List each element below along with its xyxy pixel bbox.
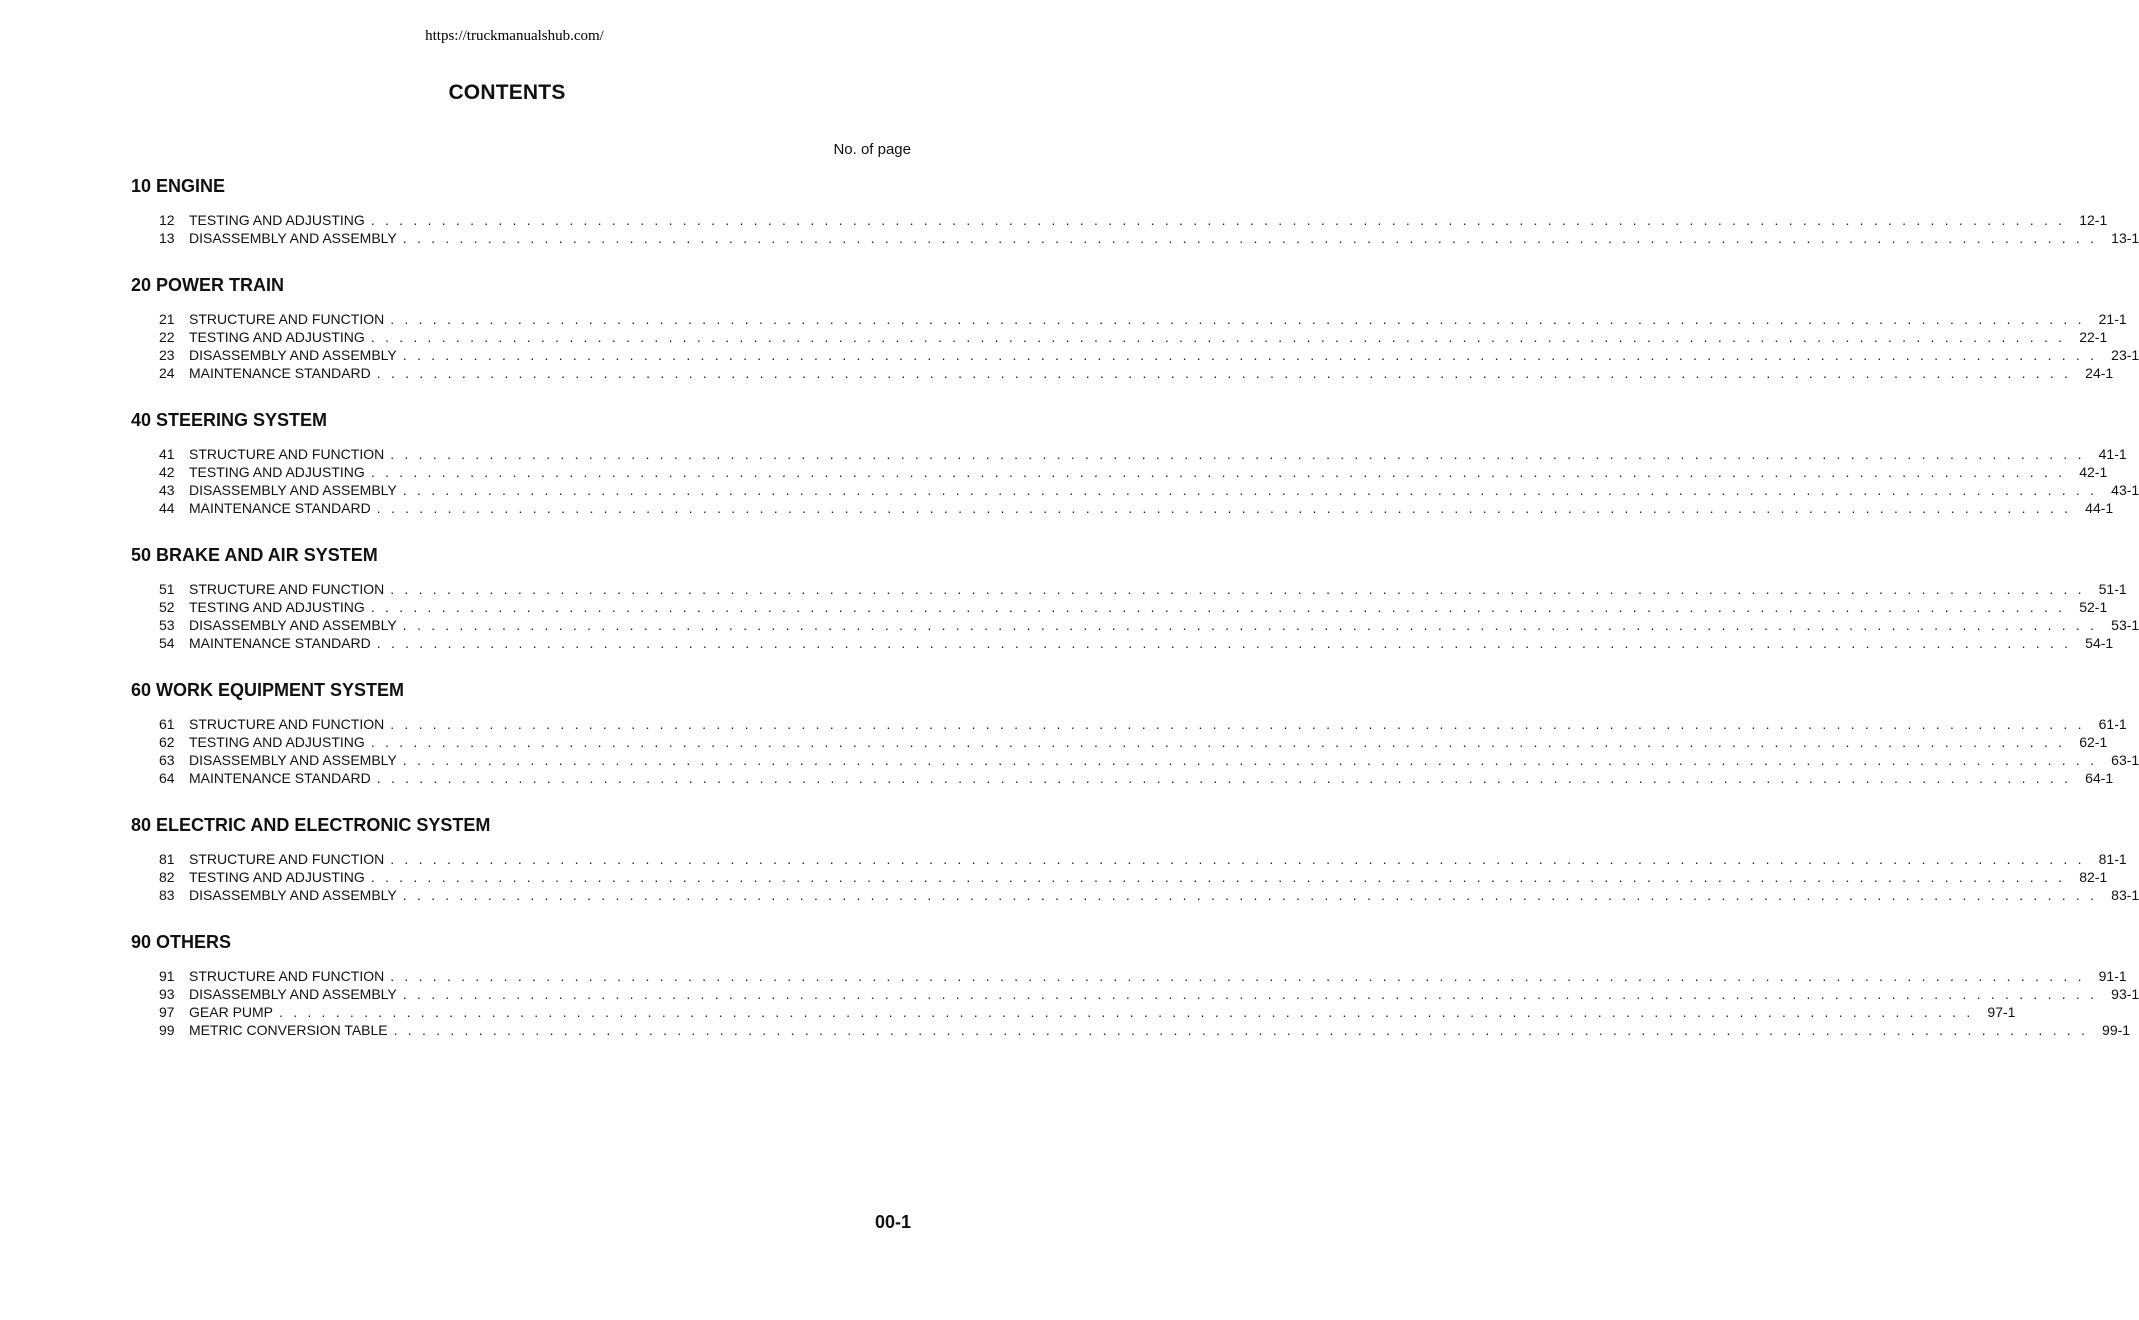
dot-leader: . . . . . . . . . . . . . . . . . . . . . . . . . . . . . . . . . . . . . . . . . . . . . . . . . . . . . . . . . . . . . . . . . . . . . . . . . . . . . . . . . . . . . . . . . . . . . . . . . . . . . . . . . . . . . . . . . . . . . . . . xyxy=(402,347,2098,363)
toc-section xyxy=(131,931,2139,1039)
entry-page: 81-1 xyxy=(2098,851,2127,867)
entry-label: DISASSEMBLY AND ASSEMBLY xyxy=(189,887,397,903)
toc-section xyxy=(131,175,2139,247)
section-title: 60 WORK EQUIPMENT SYSTEM xyxy=(131,680,405,700)
entry-page: 99-1 xyxy=(2102,1022,2131,1038)
toc-entry[interactable] xyxy=(159,733,2108,751)
entry-page: 93-1 xyxy=(2111,986,2139,1002)
entry-page: 13-1 xyxy=(2111,230,2139,246)
entry-page: 91-1 xyxy=(2098,968,2127,984)
dot-leader: . . . . . . . . . . . . . . . . . . . . . . . . . . . . . . . . . . . . . . . . . . . . . . . . . . . . . . . . . . . . . . . . . . . . . . . . . . . . . . . . . . . . . . . . . . . . . . . . . . . . . . . . . . . . . . . . . . . . . . . . xyxy=(370,599,2066,615)
entry-label: TESTING AND ADJUSTING xyxy=(189,869,365,885)
section-entries xyxy=(131,850,2139,904)
entry-number: 21 xyxy=(159,311,175,327)
toc-section xyxy=(131,814,2139,904)
entry-label: STRUCTURE AND FUNCTION xyxy=(189,581,385,597)
toc-entry[interactable] xyxy=(159,634,2114,652)
section-entries xyxy=(131,967,2139,1039)
page-number: 00-1 xyxy=(874,1212,911,1232)
entry-page: 64-1 xyxy=(2085,770,2114,786)
dot-leader: . . . . . . . . . . . . . . . . . . . . . . . . . . . . . . . . . . . . . . . . . . . . . . . . . . . . . . . . . . . . . . . . . . . . . . . . . . . . . . . . . . . . . . . . . . . . . . . . . . . . . . . . . . . . . . . . . . . . . . . . xyxy=(393,1022,2089,1038)
contents-list xyxy=(131,175,2139,1066)
entry-page: 21-1 xyxy=(2098,311,2127,327)
dot-leader: . . . . . . . . . . . . . . . . . . . . . . . . . . . . . . . . . . . . . . . . . . . . . . . . . . . . . . . . . . . . . . . . . . . . . . . . . . . . . . . . . . . . . . . . . . . . . . . . . . . . . . . . . . . . . . . . . . . . . . . . xyxy=(402,617,2098,633)
dot-leader: . . . . . . . . . . . . . . . . . . . . . . . . . . . . . . . . . . . . . . . . . . . . . . . . . . . . . . . . . . . . . . . . . . . . . . . . . . . . . . . . . . . . . . . . . . . . . . . . . . . . . . . . . . . . . . . . . . . . . . . . xyxy=(390,716,2085,732)
dot-leader: . . . . . . . . . . . . . . . . . . . . . . . . . . . . . . . . . . . . . . . . . . . . . . . . . . . . . . . . . . . . . . . . . . . . . . . . . . . . . . . . . . . . . . . . . . . . . . . . . . . . . . . . . . . . . . . . . . . . . . . . xyxy=(376,635,2072,651)
entry-label: TESTING AND ADJUSTING xyxy=(189,734,365,750)
entry-number: 99 xyxy=(159,1022,175,1038)
dot-leader: . . . . . . . . . . . . . . . . . . . . . . . . . . . . . . . . . . . . . . . . . . . . . . . . . . . . . . . . . . . . . . . . . . . . . . . . . . . . . . . . . . . . . . . . . . . . . . . . . . . . . . . . . . . . . . . . . . . . . . . . xyxy=(370,464,2066,480)
page-column-header: No. of page xyxy=(833,141,911,158)
entry-number: 97 xyxy=(159,1004,175,1020)
entry-number: 82 xyxy=(159,869,175,885)
toc-entry[interactable] xyxy=(159,364,2114,382)
toc-entry[interactable] xyxy=(159,229,2139,247)
section-title: 20 POWER TRAIN xyxy=(131,275,285,295)
entry-number: 41 xyxy=(159,446,175,462)
toc-section xyxy=(131,274,2139,382)
entry-number: 61 xyxy=(159,716,175,732)
entry-page: 83-1 xyxy=(2111,887,2139,903)
entry-page: 53-1 xyxy=(2111,617,2139,633)
section-title: 40 STEERING SYSTEM xyxy=(131,410,328,430)
entry-number: 12 xyxy=(159,212,175,228)
entry-label: STRUCTURE AND FUNCTION xyxy=(189,851,385,867)
entry-label: DISASSEMBLY AND ASSEMBLY xyxy=(189,617,397,633)
entry-label: TESTING AND ADJUSTING xyxy=(189,212,365,228)
entry-number: 23 xyxy=(159,347,175,363)
dot-leader: . . . . . . . . . . . . . . . . . . . . . . . . . . . . . . . . . . . . . . . . . . . . . . . . . . . . . . . . . . . . . . . . . . . . . . . . . . . . . . . . . . . . . . . . . . . . . . . . . . . . . . . . . . . . . . . . . . . . . . . . xyxy=(390,968,2085,984)
toc-entry[interactable] xyxy=(159,850,2127,868)
section-entries xyxy=(131,310,2139,382)
dot-leader: . . . . . . . . . . . . . . . . . . . . . . . . . . . . . . . . . . . . . . . . . . . . . . . . . . . . . . . . . . . . . . . . . . . . . . . . . . . . . . . . . . . . . . . . . . . . . . . . . . . . . . . . . . . . . . . . . . . . . . . . xyxy=(390,851,2085,867)
entry-number: 54 xyxy=(159,635,175,651)
page-title: CONTENTS xyxy=(448,81,566,104)
toc-entry[interactable] xyxy=(159,328,2108,346)
entry-number: 42 xyxy=(159,464,175,480)
entry-number: 91 xyxy=(159,968,175,984)
toc-entry[interactable] xyxy=(159,499,2114,517)
entry-number: 93 xyxy=(159,986,175,1002)
entry-label: DISASSEMBLY AND ASSEMBLY xyxy=(189,230,397,246)
entry-page: 97-1 xyxy=(1987,1004,2016,1020)
dot-leader: . . . . . . . . . . . . . . . . . . . . . . . . . . . . . . . . . . . . . . . . . . . . . . . . . . . . . . . . . . . . . . . . . . . . . . . . . . . . . . . . . . . . . . . . . . . . . . . . . . . . . . . . . . . . . . . . . . . . . . . . xyxy=(402,230,2098,246)
entry-number: 24 xyxy=(159,365,175,381)
entry-page: 42-1 xyxy=(2079,464,2108,480)
entry-label: DISASSEMBLY AND ASSEMBLY xyxy=(189,482,397,498)
entry-page: 12-1 xyxy=(2079,212,2108,228)
toc-entry[interactable] xyxy=(159,868,2108,886)
toc-entry[interactable] xyxy=(159,211,2108,229)
dot-leader: . . . . . . . . . . . . . . . . . . . . . . . . . . . . . . . . . . . . . . . . . . . . . . . . . . . . . . . . . . . . . . . . . . . . . . . . . . . . . . . . . . . . . . . . . . . . . . . . . . . . . . . . . . . . . . . . . . . . . . . . xyxy=(402,752,2098,768)
dot-leader: . . . . . . . . . . . . . . . . . . . . . . . . . . . . . . . . . . . . . . . . . . . . . . . . . . . . . . . . . . . . . . . . . . . . . . . . . . . . . . . . . . . . . . . . . . . . . . . . . . . . . . . . . . . . . . . . . . . . . . . . xyxy=(370,212,2066,228)
entry-label: TESTING AND ADJUSTING xyxy=(189,329,365,345)
section-entries xyxy=(131,445,2139,517)
section-title: 80 ELECTRIC AND ELECTRONIC SYSTEM xyxy=(131,815,491,835)
section-title: 90 OTHERS xyxy=(131,932,232,952)
toc-entry[interactable] xyxy=(159,616,2139,634)
section-entries xyxy=(131,715,2139,787)
entry-label: METRIC CONVERSION TABLE xyxy=(189,1022,388,1038)
dot-leader: . . . . . . . . . . . . . . . . . . . . . . . . . . . . . . . . . . . . . . . . . . . . . . . . . . . . . . . . . . . . . . . . . . . . . . . . . . . . . . . . . . . . . . . . . . . . . . . . . . . . . . . . . . . . . . . . . . . . . . . . xyxy=(402,887,2098,903)
entry-label: MAINTENANCE STANDARD xyxy=(189,635,371,651)
entry-number: 64 xyxy=(159,770,175,786)
section-title: 10 ENGINE xyxy=(131,176,226,196)
entry-number: 81 xyxy=(159,851,175,867)
entry-page: 52-1 xyxy=(2079,599,2108,615)
section-entries xyxy=(131,580,2139,652)
toc-entry[interactable] xyxy=(159,346,2139,364)
entry-label: TESTING AND ADJUSTING xyxy=(189,599,365,615)
entry-number: 52 xyxy=(159,599,175,615)
entry-label: DISASSEMBLY AND ASSEMBLY xyxy=(189,986,397,1002)
entry-number: 63 xyxy=(159,752,175,768)
entry-label: MAINTENANCE STANDARD xyxy=(189,365,371,381)
toc-entry[interactable] xyxy=(159,751,2139,769)
dot-leader: . . . . . . . . . . . . . . . . . . . . . . . . . . . . . . . . . . . . . . . . . . . . . . . . . . . . . . . . . . . . . . . . . . . . . . . . . . . . . . . . . . . . . . . . . . . . . . . . . . . . . . . . . . . . . . . . . . . . . . . . xyxy=(279,1004,1974,1020)
entry-label: STRUCTURE AND FUNCTION xyxy=(189,716,385,732)
entry-label: STRUCTURE AND FUNCTION xyxy=(189,968,385,984)
entry-label: MAINTENANCE STANDARD xyxy=(189,770,371,786)
toc-entry[interactable] xyxy=(159,769,2114,787)
section-entries xyxy=(131,211,2139,247)
toc-entry[interactable] xyxy=(159,580,2127,598)
dot-leader: . . . . . . . . . . . . . . . . . . . . . . . . . . . . . . . . . . . . . . . . . . . . . . . . . . . . . . . . . . . . . . . . . . . . . . . . . . . . . . . . . . . . . . . . . . . . . . . . . . . . . . . . . . . . . . . . . . . . . . . . xyxy=(376,500,2072,516)
dot-leader: . . . . . . . . . . . . . . . . . . . . . . . . . . . . . . . . . . . . . . . . . . . . . . . . . . . . . . . . . . . . . . . . . . . . . . . . . . . . . . . . . . . . . . . . . . . . . . . . . . . . . . . . . . . . . . . . . . . . . . . . xyxy=(402,482,2098,498)
entry-number: 44 xyxy=(159,500,175,516)
toc-entry[interactable] xyxy=(159,481,2139,499)
entry-label: TESTING AND ADJUSTING xyxy=(189,464,365,480)
toc-entry[interactable] xyxy=(159,1003,2016,1021)
entry-page: 63-1 xyxy=(2111,752,2139,768)
toc-entry[interactable] xyxy=(159,967,2127,985)
entry-page: 62-1 xyxy=(2079,734,2108,750)
toc-entry[interactable] xyxy=(159,445,2127,463)
toc-entry[interactable] xyxy=(159,715,2127,733)
dot-leader: . . . . . . . . . . . . . . . . . . . . . . . . . . . . . . . . . . . . . . . . . . . . . . . . . . . . . . . . . . . . . . . . . . . . . . . . . . . . . . . . . . . . . . . . . . . . . . . . . . . . . . . . . . . . . . . . . . . . . . . . xyxy=(370,329,2066,345)
entry-number: 53 xyxy=(159,617,175,633)
dot-leader: . . . . . . . . . . . . . . . . . . . . . . . . . . . . . . . . . . . . . . . . . . . . . . . . . . . . . . . . . . . . . . . . . . . . . . . . . . . . . . . . . . . . . . . . . . . . . . . . . . . . . . . . . . . . . . . . . . . . . . . . xyxy=(376,770,2072,786)
toc-entry[interactable] xyxy=(159,985,2139,1003)
dot-leader: . . . . . . . . . . . . . . . . . . . . . . . . . . . . . . . . . . . . . . . . . . . . . . . . . . . . . . . . . . . . . . . . . . . . . . . . . . . . . . . . . . . . . . . . . . . . . . . . . . . . . . . . . . . . . . . . . . . . . . . . xyxy=(390,581,2085,597)
toc-entry[interactable] xyxy=(159,1021,2131,1039)
entry-label: DISASSEMBLY AND ASSEMBLY xyxy=(189,347,397,363)
entry-page: 41-1 xyxy=(2098,446,2127,462)
entry-page: 23-1 xyxy=(2111,347,2139,363)
entry-number: 51 xyxy=(159,581,175,597)
entry-page: 82-1 xyxy=(2079,869,2108,885)
toc-entry[interactable] xyxy=(159,886,2139,904)
entry-number: 43 xyxy=(159,482,175,498)
toc-section xyxy=(131,409,2139,517)
dot-leader: . . . . . . . . . . . . . . . . . . . . . . . . . . . . . . . . . . . . . . . . . . . . . . . . . . . . . . . . . . . . . . . . . . . . . . . . . . . . . . . . . . . . . . . . . . . . . . . . . . . . . . . . . . . . . . . . . . . . . . . . xyxy=(370,734,2066,750)
entry-number: 13 xyxy=(159,230,175,246)
toc-entry[interactable] xyxy=(159,598,2108,616)
dot-leader: . . . . . . . . . . . . . . . . . . . . . . . . . . . . . . . . . . . . . . . . . . . . . . . . . . . . . . . . . . . . . . . . . . . . . . . . . . . . . . . . . . . . . . . . . . . . . . . . . . . . . . . . . . . . . . . . . . . . . . . . xyxy=(402,986,2098,1002)
dot-leader: . . . . . . . . . . . . . . . . . . . . . . . . . . . . . . . . . . . . . . . . . . . . . . . . . . . . . . . . . . . . . . . . . . . . . . . . . . . . . . . . . . . . . . . . . . . . . . . . . . . . . . . . . . . . . . . . . . . . . . . . xyxy=(370,869,2066,885)
toc-entry[interactable] xyxy=(159,310,2127,328)
toc-entry[interactable] xyxy=(159,463,2108,481)
entry-page: 43-1 xyxy=(2111,482,2139,498)
toc-section xyxy=(131,544,2139,652)
section-title: 50 BRAKE AND AIR SYSTEM xyxy=(131,545,378,565)
entry-label: GEAR PUMP xyxy=(189,1004,274,1020)
entry-page: 24-1 xyxy=(2085,365,2114,381)
entry-page: 44-1 xyxy=(2085,500,2114,516)
entry-label: STRUCTURE AND FUNCTION xyxy=(189,311,385,327)
entry-page: 61-1 xyxy=(2098,716,2127,732)
dot-leader: . . . . . . . . . . . . . . . . . . . . . . . . . . . . . . . . . . . . . . . . . . . . . . . . . . . . . . . . . . . . . . . . . . . . . . . . . . . . . . . . . . . . . . . . . . . . . . . . . . . . . . . . . . . . . . . . . . . . . . . . xyxy=(376,365,2072,381)
dot-leader: . . . . . . . . . . . . . . . . . . . . . . . . . . . . . . . . . . . . . . . . . . . . . . . . . . . . . . . . . . . . . . . . . . . . . . . . . . . . . . . . . . . . . . . . . . . . . . . . . . . . . . . . . . . . . . . . . . . . . . . . xyxy=(390,311,2085,327)
source-url: https://truckmanualshub.com/ xyxy=(425,28,604,44)
entry-number: 83 xyxy=(159,887,175,903)
entry-number: 22 xyxy=(159,329,175,345)
toc-section xyxy=(131,679,2139,787)
entry-number: 62 xyxy=(159,734,175,750)
dot-leader: . . . . . . . . . . . . . . . . . . . . . . . . . . . . . . . . . . . . . . . . . . . . . . . . . . . . . . . . . . . . . . . . . . . . . . . . . . . . . . . . . . . . . . . . . . . . . . . . . . . . . . . . . . . . . . . . . . . . . . . . xyxy=(390,446,2085,462)
entry-label: STRUCTURE AND FUNCTION xyxy=(189,446,385,462)
entry-page: 51-1 xyxy=(2098,581,2127,597)
entry-page: 22-1 xyxy=(2079,329,2108,345)
entry-label: DISASSEMBLY AND ASSEMBLY xyxy=(189,752,397,768)
entry-label: MAINTENANCE STANDARD xyxy=(189,500,371,516)
entry-page: 54-1 xyxy=(2085,635,2114,651)
